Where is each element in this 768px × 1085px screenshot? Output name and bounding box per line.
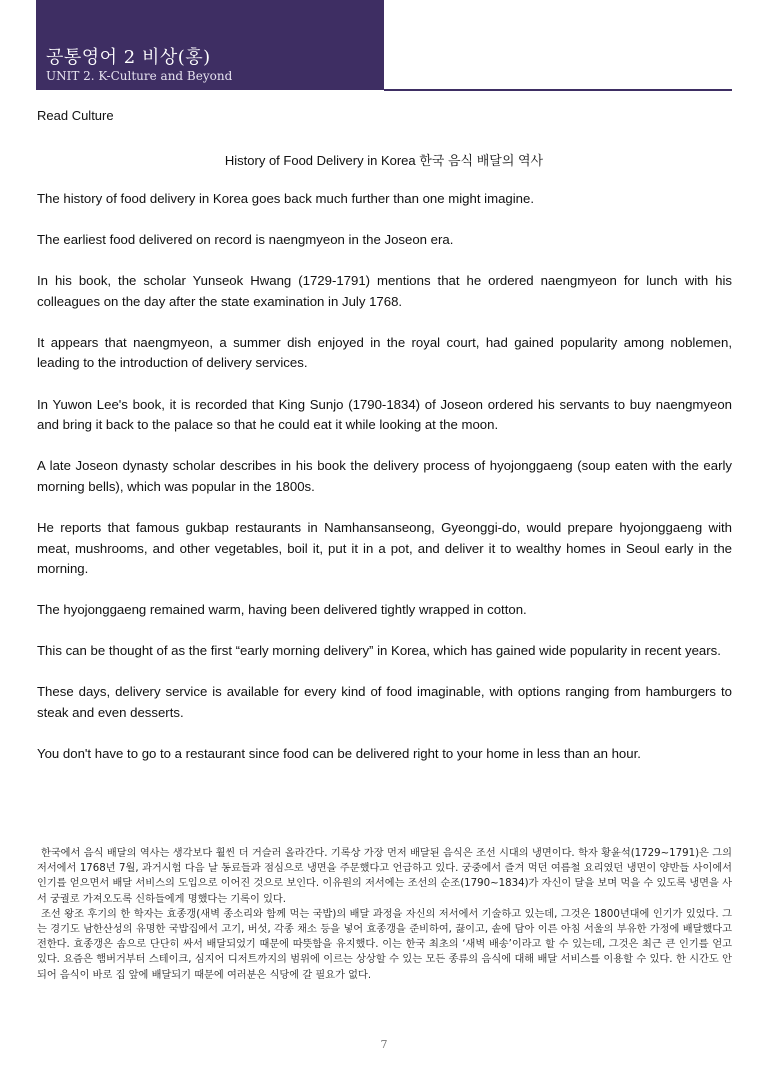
page-number: 7	[380, 1038, 388, 1051]
paragraph: In his book, the scholar Yunseok Hwang (1729-1791) mentions that he ordered naengmyeon for lunch with his colleagues on the day after the state examination in July 1768.	[37, 273, 732, 309]
english-body	[37, 189, 732, 785]
paragraph: These days, delivery service is available for every kind of food imaginable, with options ranging from hamburgers to steak and even desserts.	[37, 684, 732, 720]
paragraph: You don't have to go to a restaurant since food can be delivered right to your home in less than an hour.	[37, 746, 641, 762]
paragraph: A late Joseon dynasty scholar describes in his book the delivery process of hyojonggaeng (soup eaten with the early morning bells), which was popular in the 1800s.	[37, 458, 732, 494]
paragraph: The history of food delivery in Korea goes back much further than one might imagine.	[37, 191, 534, 206]
korean-translation	[37, 846, 732, 983]
korean-paragraph: 조선 왕조 후기의 한 학자는 효종갱(새벽 종소리와 함께 먹는 국밥)의 배달 과정을 자신의 저서에서 기술하고 있는데, 그것은 1800년대에 인기가 있었다. 그는 경기도 남한산성의 유명한 국밥집에서 고기, 버섯, 각종 채소 등을 넣어 효종갱을 준비하여, 끓이고, 솥에 담아 이른 아침 서울의 부유한 가정에 배달했다고 전한다. 효종갱은 솜으로 단단히 싸서 배달되었기 때문에 따뜻함을 유지했다. 이는 한국 최초의 ‘새벽 배송’이라고 할 수 있는데, 그것은 최근 큰 인기를 얻고 있다. 요즘은 햄버거부터 스테이크, 심지어 디저트까지의 범위에 이르는 상상할 수 있는 모든 종류의 음식에 대해 배달 서비스를 이용할 수 있다. 한 시간도 안 되어 음식이 바로 집 앞에 배달되기 때문에 여러분은 식당에 갈 필요가 없다.	[37, 908, 732, 981]
header-title: 공통영어 2 비상(홍)	[46, 47, 211, 68]
paragraph: He reports that famous gukbap restaurants in Namhansanseong, Gyeonggi-do, would prepare hyojonggaeng with meat, mushrooms, and other vegetables, boil it, put it in a pot, and deliver it to wealthy homes in Seoul early in the morning.	[37, 519, 732, 577]
document-title: History of Food Delivery in Korea 한국 음식 배달의 역사	[224, 153, 544, 168]
section-label: Read Culture	[37, 108, 114, 123]
paragraph: The hyojonggaeng remained warm, having been delivered tightly wrapped in cotton.	[37, 602, 527, 618]
header-divider	[384, 89, 732, 91]
header-band	[36, 0, 384, 90]
paragraph: It appears that naengmyeon, a summer dish enjoyed in the royal court, had gained popularity among noblemen, leading to the introduction of delivery services.	[37, 334, 732, 371]
paragraph: This can be thought of as the first “early morning delivery” in Korea, which has gained wide popularity in recent years.	[37, 643, 721, 659]
header-subtitle: UNIT 2. K-Culture and Beyond	[46, 69, 233, 83]
korean-paragraph: 한국에서 음식 배달의 역사는 생각보다 훨씬 더 거슬러 올라간다. 기록상 가장 먼저 배달된 음식은 조선 시대의 냉면이다. 학자 황윤석(1729~1791)은 그의 저서에서 1768년 7월, 과거시험 다음 날 동료들과 점심으로 냉면을 주문했다고 언급하고 있다. 궁중에서 즐겨 먹던 여름철 요리였던 냉면이 양반들 사이에서 인기를 얻으면서 배달 서비스의 도입으로 이어진 것으로 보인다. 이유원의 저서에는 조선의 순조(1790~1834)가 자신이 달을 보며 먹을 수 있도록 냉면을 사서 궁궐로 가져오도록 신하들에게 명했다는 기록이 있다.	[37, 848, 732, 905]
paragraph: In Yuwon Lee's book, it is recorded that King Sunjo (1790-1834) of Joseon ordered his servants to buy naengmyeon and bring it back to the palace so that he could eat it while looking at the moon.	[37, 396, 732, 433]
paragraph: The earliest food delivered on record is naengmyeon in the Joseon era.	[37, 232, 454, 248]
